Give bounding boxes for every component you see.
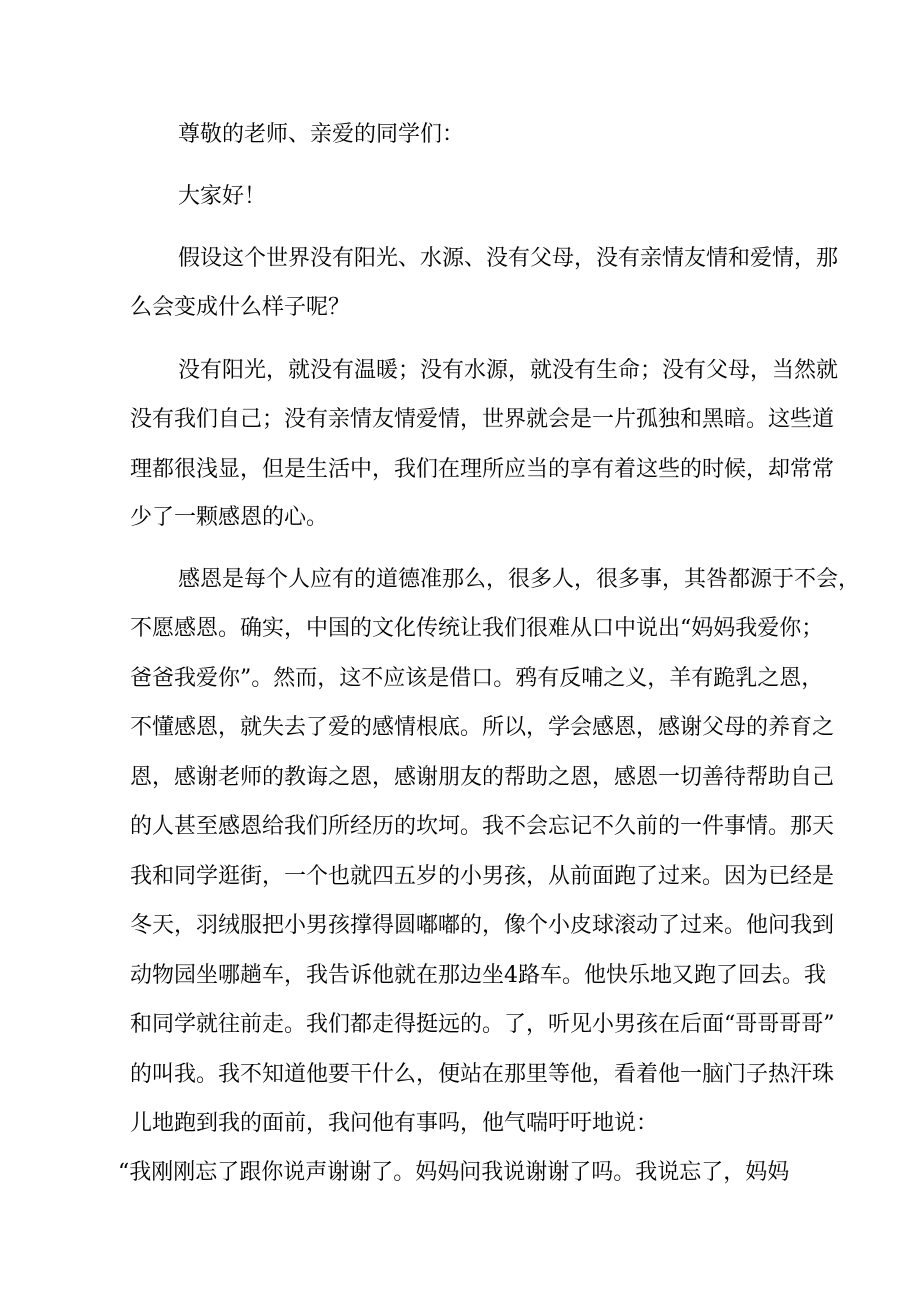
paragraph-line: 没有阳光，就没有温暖；没有水源，就没有生命；没有父母，当然就 bbox=[178, 358, 839, 383]
paragraph-line: 儿地跑到我的面前，我问他有事吗，他气喘吁吁地说： bbox=[130, 1111, 659, 1136]
paragraph-line: 和同学就往前走。我们都走得挺远的。了，听见小男孩在后面“哥哥哥哥” bbox=[130, 1012, 835, 1037]
salutation: 尊敬的老师、亲爱的同学们： bbox=[178, 122, 465, 147]
paragraph-line: 的人甚至感恩给我们所经历的坎坷。我不会忘记不久前的一件事情。那天 bbox=[130, 814, 835, 839]
paragraph-line: 恩，感谢老师的教诲之恩，感谢朋友的帮助之恩，感恩一切善待帮助自己 bbox=[130, 765, 835, 790]
paragraph-line: 动物园坐哪趟车，我告诉他就在那边坐4路车。他快乐地又跑了回去。我 bbox=[130, 963, 826, 988]
paragraph-line: 不懂感恩，就失去了爱的感情根底。所以，学会感恩，感谢父母的养育之 bbox=[130, 715, 835, 740]
paragraph-line: 我和同学逛街，一个也就四五岁的小男孩，从前面跑了过来。因为已经是 bbox=[130, 864, 835, 889]
paragraph-line: 假设这个世界没有阳光、水源、没有父母，没有亲情友情和爱情，那 bbox=[178, 246, 839, 271]
paragraph-line: “我刚刚忘了跟你说声谢谢了。妈妈问我说谢谢了吗。我说忘了，妈妈 bbox=[118, 1160, 790, 1185]
paragraph-line: 的叫我。我不知道他要干什么，便站在那里等他，看着他一脑门子热汗珠 bbox=[130, 1062, 835, 1087]
paragraph-line: 冬天，羽绒服把小男孩撑得圆嘟嘟的，像个小皮球滚动了过来。他问我到 bbox=[130, 913, 835, 938]
paragraph-line: 理都很浅显，但是生活中，我们在理所应当的享有着这些的时候，却常常 bbox=[130, 457, 835, 482]
paragraph-line: 爸爸我爱你”。然而，这不应该是借口。鸦有反哺之义，羊有跪乳之恩， bbox=[130, 666, 824, 691]
paragraph-line: 少了一颗感恩的心。 bbox=[130, 505, 329, 530]
paragraph-line: 不愿感恩。确实，中国的文化传统让我们很难从口中说出“妈妈我爱你； bbox=[130, 616, 824, 641]
paragraph-line: 没有我们自己；没有亲情友情爱情，世界就会是一片孤独和黑暗。这些道 bbox=[130, 407, 835, 432]
paragraph-line: 感恩是每个人应有的道德准那么，很多人，很多事，其咎都源于不会， bbox=[178, 567, 861, 592]
paragraph-line: 么会变成什么样子呢？ bbox=[130, 295, 351, 320]
greeting: 大家好！ bbox=[178, 184, 267, 209]
